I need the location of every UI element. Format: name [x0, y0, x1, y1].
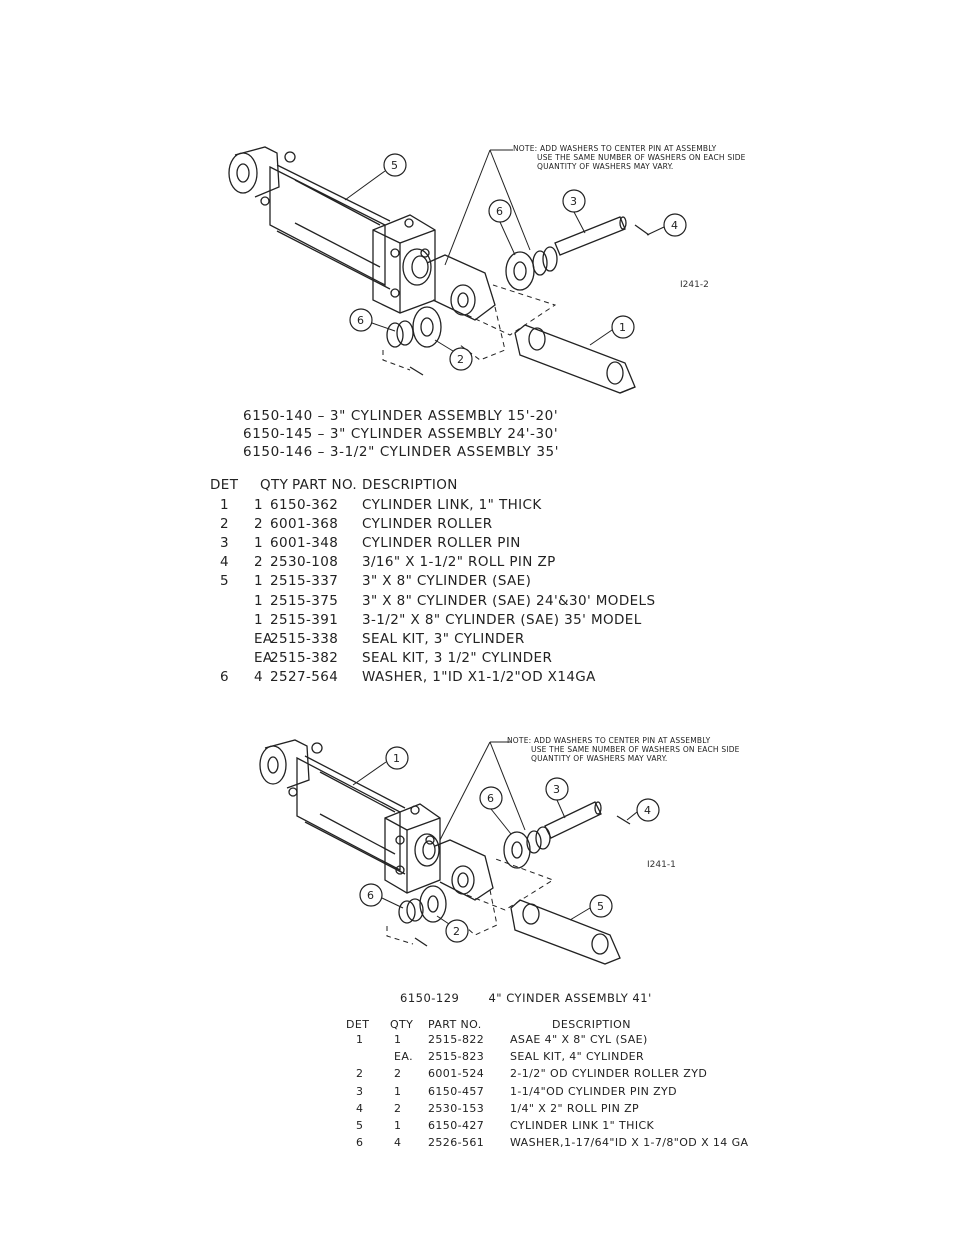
callout-6: 6 — [487, 792, 494, 805]
assembly-item: 6150-140 – 3" CYLINDER ASSEMBLY 15'-20' — [243, 408, 559, 424]
cell-det: 1 — [356, 1033, 364, 1046]
cell-desc: WASHER,1-17/64"ID X 1-7/8"OD X 14 GA — [510, 1136, 749, 1150]
cell-qty: 1 — [394, 1033, 402, 1046]
drawing-number: I241-2 — [680, 280, 709, 290]
bottom-exploded-diagram — [235, 730, 765, 990]
assembly-note: NOTE: ADD WASHERS TO CENTER PIN AT ASSEMBLY USE THE SAME NUMBER OF WASHERS ON EACH SIDE QUANTITY OF WASHERS MAY VARY. — [507, 736, 740, 763]
cell-part: 2515-337 — [270, 573, 339, 590]
parts-table-bottom: DET QTY PART NO. DESCRIPTION 1 1 2515-822 ASAE 4" X 8" CYL (SAE) EA. 2515-823 SEAL KIT, 4" CYLINDER 2 2 6001-524 2-1/2" OD CYLINDER ROLLER ZYD 3 1 6150-457 1-1/4"OD CYLINDER PIN ZYD 4 2 2530-153 1/4" X 2" ROLL PIN ZP 5 1 6150-427 CYLINDER LINK 1" THICK 6 4 2526-561 WASHER,1-17/64"ID X 1-7/8"OD X 14 GA — [346, 1018, 749, 1150]
cell-part: 2526-561 — [428, 1136, 485, 1150]
cell-part: 2530-153 — [428, 1101, 485, 1115]
assembly-note: NOTE: ADD WASHERS TO CENTER PIN AT ASSEMBLY USE THE SAME NUMBER OF WASHERS ON EACH SIDE QUANTITY OF WASHERS MAY VARY. — [513, 144, 746, 171]
cell-qty: 2 — [394, 1067, 402, 1081]
cell-part: 6001-348 — [270, 535, 339, 552]
cell-qty: 1 — [394, 1119, 402, 1132]
callout-1: 1 — [619, 321, 626, 334]
callout-2: 2 — [453, 925, 460, 938]
cell-qty: EA. — [394, 1050, 413, 1064]
cell-desc: 3-1/2" X 8" CYLINDER (SAE) 35' MODEL — [362, 611, 642, 628]
assembly-item: 6150-145 – 3" CYLINDER ASSEMBLY 24'-30' — [243, 426, 559, 442]
cell-det: 4 — [220, 554, 229, 571]
cell-part: 2515-822 — [428, 1033, 485, 1046]
cell-det: 6 — [356, 1136, 364, 1150]
cell-qty: 1 — [254, 592, 263, 609]
cell-part: 2515-338 — [270, 630, 339, 647]
cell-part: 6001-524 — [428, 1067, 485, 1081]
cell-det: 6 — [220, 668, 229, 685]
cell-qty: 2 — [394, 1101, 402, 1115]
cell-part: 2527-564 — [270, 668, 339, 685]
cell-qty: 1 — [254, 497, 263, 513]
cell-qty: EA — [254, 649, 273, 666]
callout-5: 5 — [391, 159, 398, 172]
parts-table-top: DET QTY PART NO. DESCRIPTION 1 1 6150-362 CYLINDER LINK, 1" THICK 2 2 6001-368 CYLINDER ROLLER 3 1 6001-348 CYLINDER ROLLER PIN 4 2 2530-108 3/16" X 1-1/2" ROLL PIN ZP 5 1 2515-337 3" X 8" CYLINDER (SAE) 1 2515-375 3" X 8" CYLINDER (SAE) 24'&30' MODELS 1 2515-391 3-1/2" X 8" CYLINDER (SAE) 35' MODEL EA 2515-338 SEAL KIT, 3" CYLINDER EA 2515-382 SEAL KIT, 3 1/2" CYLINDER 6 4 2527-564 WASHER, 1"ID X1-1/2"OD X14GA — [210, 477, 656, 685]
cell-desc: SEAL KIT, 4" CYLINDER — [510, 1050, 645, 1064]
top-diagram-drawing — [195, 135, 775, 405]
cell-desc: CYLINDER LINK, 1" THICK — [362, 497, 542, 513]
cell-qty: 2 — [254, 554, 263, 571]
cell-det: 5 — [356, 1119, 364, 1132]
cell-det: 3 — [356, 1084, 364, 1098]
cell-part: 2530-108 — [270, 554, 339, 571]
cell-part: 6150-457 — [428, 1084, 485, 1098]
assembly-item: 6150-146 – 3-1/2" CYLINDER ASSEMBLY 35' — [243, 444, 560, 460]
cell-desc: 3" X 8" CYLINDER (SAE) — [362, 573, 532, 590]
cell-part: 6150-362 — [270, 497, 339, 513]
callout-3: 3 — [553, 783, 560, 796]
cell-qty: EA — [254, 630, 273, 647]
cell-qty: 4 — [394, 1136, 402, 1150]
cell-desc: 1/4" X 2" ROLL PIN ZP — [510, 1101, 640, 1115]
cell-desc: WASHER, 1"ID X1-1/2"OD X14GA — [362, 668, 596, 685]
callout-4: 4 — [644, 804, 651, 817]
callout-5: 5 — [597, 900, 604, 913]
cell-desc: 3" X 8" CYLINDER (SAE) 24'&30' MODELS — [362, 592, 656, 609]
callout-3: 3 — [570, 195, 577, 208]
cell-desc: CYLINDER ROLLER PIN — [362, 535, 521, 552]
cell-det: 1 — [220, 497, 229, 513]
cell-part: 2515-382 — [270, 649, 339, 666]
cell-desc: CYLINDER LINK 1" THICK — [510, 1119, 655, 1132]
cell-desc: SEAL KIT, 3 1/2" CYLINDER — [362, 649, 553, 666]
cell-desc: 2-1/2" OD CYLINDER ROLLER ZYD — [510, 1067, 708, 1081]
top-exploded-diagram — [195, 135, 775, 405]
drawing-number: I241-1 — [647, 860, 676, 870]
cell-desc: 3/16" X 1-1/2" ROLL PIN ZP — [362, 554, 556, 571]
cell-det: 5 — [220, 573, 229, 590]
cell-qty: 1 — [254, 535, 263, 552]
cell-qty: 1 — [394, 1084, 402, 1098]
cell-qty: 2 — [254, 516, 263, 533]
cell-desc: ASAE 4" X 8" CYL (SAE) — [510, 1033, 648, 1046]
callout-2: 2 — [457, 353, 464, 366]
cell-det: 4 — [356, 1101, 364, 1115]
cell-det: 2 — [220, 516, 229, 533]
cell-part: 6001-368 — [270, 516, 339, 533]
cell-det: 2 — [356, 1067, 364, 1081]
callout-1: 1 — [393, 752, 400, 765]
cell-desc: SEAL KIT, 3" CYLINDER — [362, 630, 525, 647]
cell-part: 2515-823 — [428, 1050, 485, 1064]
callout-4: 4 — [671, 219, 678, 232]
callout-6b: 6 — [357, 314, 364, 327]
cell-qty: 1 — [254, 573, 263, 590]
cell-desc: CYLINDER ROLLER — [362, 516, 493, 533]
callout-6b: 6 — [367, 889, 374, 902]
cell-qty: 4 — [254, 668, 263, 685]
callout-6: 6 — [496, 205, 503, 218]
cell-qty: 1 — [254, 611, 263, 628]
cell-desc: 1-1/4"OD CYLINDER PIN ZYD — [510, 1084, 678, 1098]
cell-part: 2515-375 — [270, 592, 339, 609]
cell-det: 3 — [220, 535, 229, 552]
cell-part: 2515-391 — [270, 611, 339, 628]
cell-part: 6150-427 — [428, 1119, 485, 1132]
assembly-list — [243, 407, 559, 461]
assembly-title: 6150-129 4" CYINDER ASSEMBLY 41' — [400, 991, 652, 1005]
bottom-diagram-drawing — [235, 730, 765, 990]
